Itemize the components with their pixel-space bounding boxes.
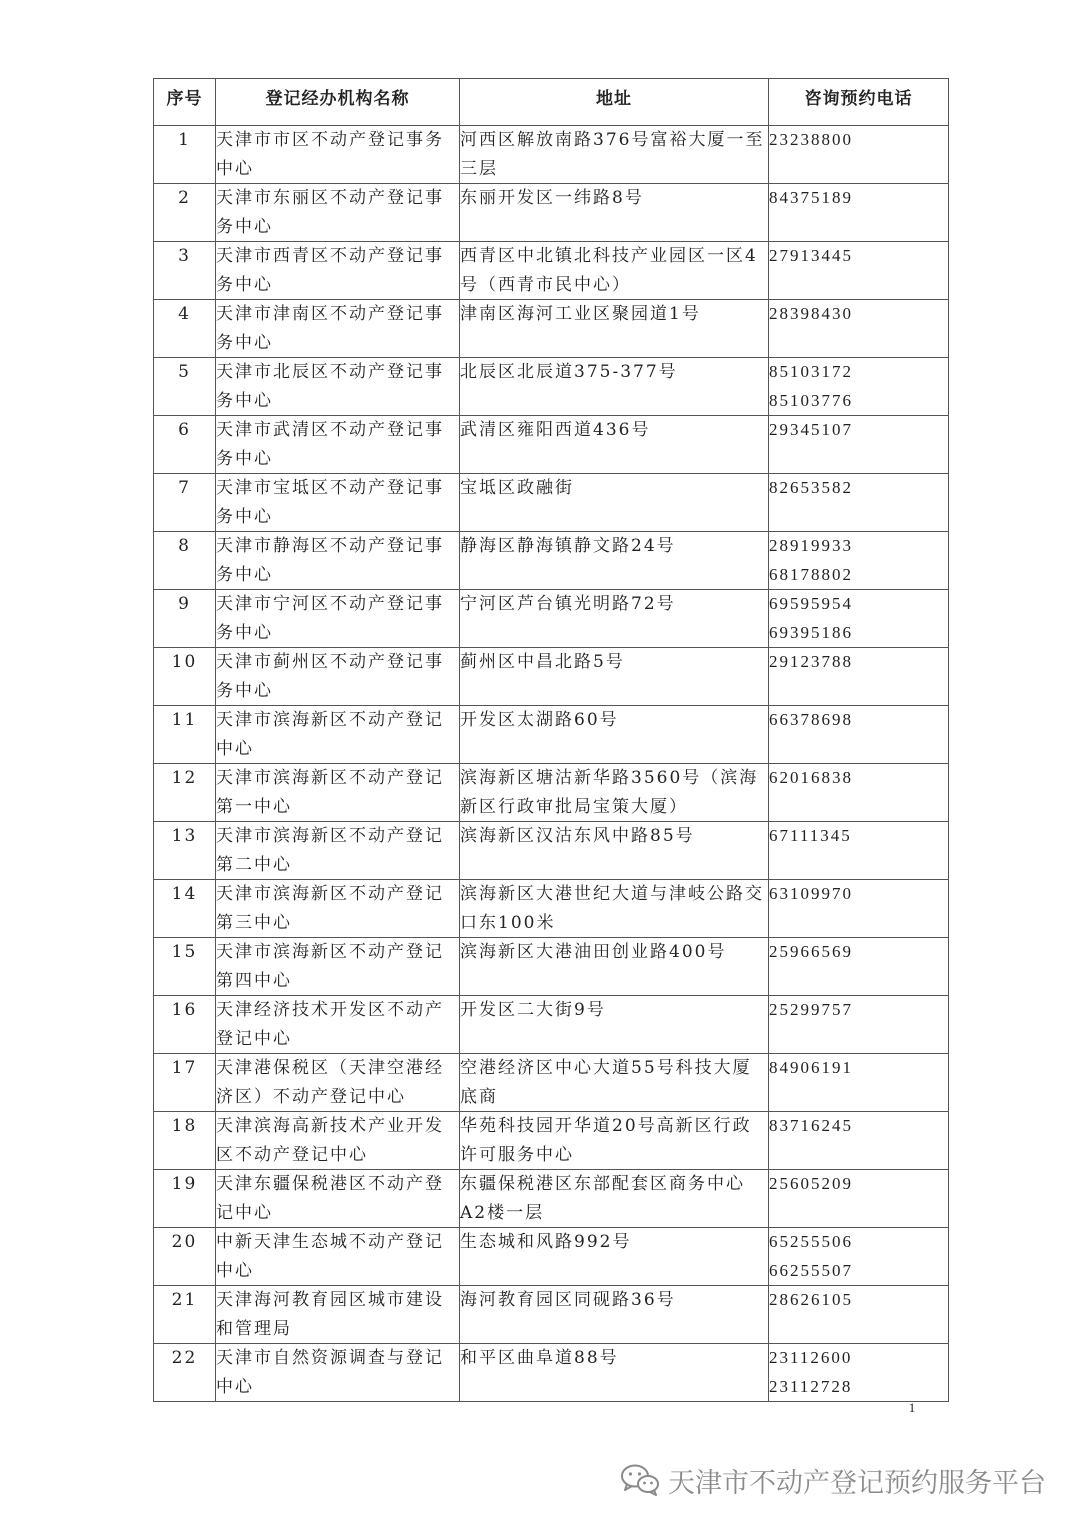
- serial-number-cell: 14: [154, 880, 216, 938]
- phone-number: 66378698: [769, 710, 853, 729]
- table-row: [154, 126, 949, 184]
- address-cell: 滨海新区塘沽新华路3560号（滨海新区行政审批局宝策大厦）: [460, 764, 769, 822]
- office-name-cell: 天津市西青区不动产登记事务中心: [216, 242, 460, 300]
- serial-number-cell: 7: [154, 474, 216, 532]
- office-name-cell: 天津市滨海新区不动产登记第二中心: [216, 822, 460, 880]
- address-cell: 东丽开发区一纬路8号: [460, 184, 769, 242]
- phone-number: 29123788: [769, 652, 853, 671]
- address-cell: 武清区雍阳西道436号: [460, 416, 769, 474]
- address-cell: 空港经济区中心大道55号科技大厦底商: [460, 1054, 769, 1112]
- serial-number-cell: 21: [154, 1286, 216, 1344]
- table-row: [154, 300, 949, 358]
- header-serial-number: 序号: [154, 79, 216, 126]
- address-cell: 华苑科技园开华道20号高新区行政许可服务中心: [460, 1112, 769, 1170]
- serial-number-cell: 8: [154, 532, 216, 590]
- office-name-cell: 天津滨海高新技术产业开发区不动产登记中心: [216, 1112, 460, 1170]
- address-cell: 滨海新区大港油田创业路400号: [460, 938, 769, 996]
- wechat-icon: [620, 1463, 660, 1497]
- phone-number: 66255507: [769, 1260, 853, 1280]
- address-cell: 宁河区芦台镇光明路72号: [460, 590, 769, 648]
- table-row: [154, 1286, 949, 1344]
- address-cell: 静海区静海镇静文路24号: [460, 532, 769, 590]
- phone-number: 85103776: [769, 390, 853, 410]
- table-row: [154, 1112, 949, 1170]
- page-number: 1: [908, 1400, 916, 1415]
- phone-cell: [769, 242, 949, 300]
- table-row: [154, 996, 949, 1054]
- phone-number: 83716245: [769, 1116, 853, 1135]
- serial-number-cell: 20: [154, 1228, 216, 1286]
- office-name-cell: 天津东疆保税港区不动产登记中心: [216, 1170, 460, 1228]
- address-cell: 西青区中北镇北科技产业园区一区4号（西青市民中心）: [460, 242, 769, 300]
- serial-number-cell: 4: [154, 300, 216, 358]
- phone-number: 85103172: [769, 362, 853, 381]
- phone-number: 28919933: [769, 536, 853, 555]
- phone-number: 25299757: [769, 1000, 853, 1019]
- table-row: [154, 1228, 949, 1286]
- phone-number: 27913445: [769, 246, 853, 265]
- address-cell: 和平区曲阜道88号: [460, 1344, 769, 1402]
- phone-cell: [769, 1228, 949, 1286]
- serial-number-cell: 6: [154, 416, 216, 474]
- serial-number-cell: 22: [154, 1344, 216, 1402]
- phone-cell: [769, 416, 949, 474]
- phone-cell: [769, 532, 949, 590]
- phone-cell: [769, 706, 949, 764]
- watermark-text: 天津市不动产登记预约服务平台: [668, 1467, 1046, 1499]
- phone-cell: [769, 648, 949, 706]
- table-row: [154, 1170, 949, 1228]
- office-name-cell: 天津市北辰区不动产登记事务中心: [216, 358, 460, 416]
- table-row: [154, 358, 949, 416]
- office-name-cell: 天津市滨海新区不动产登记第一中心: [216, 764, 460, 822]
- phone-number: 29345107: [769, 420, 853, 439]
- serial-number-cell: 13: [154, 822, 216, 880]
- address-cell: 北辰区北辰道375-377号: [460, 358, 769, 416]
- phone-cell: [769, 938, 949, 996]
- office-name-cell: 天津市自然资源调查与登记中心: [216, 1344, 460, 1402]
- phone-number: 28398430: [769, 304, 853, 323]
- serial-number-cell: 18: [154, 1112, 216, 1170]
- office-name-cell: 中新天津生态城不动产登记中心: [216, 1228, 460, 1286]
- phone-cell: [769, 358, 949, 416]
- phone-number: 65255506: [769, 1232, 853, 1251]
- table-row: [154, 532, 949, 590]
- address-cell: 海河教育园区同砚路36号: [460, 1286, 769, 1344]
- office-name-cell: 天津市蓟州区不动产登记事务中心: [216, 648, 460, 706]
- office-name-cell: 天津市东丽区不动产登记事务中心: [216, 184, 460, 242]
- phone-cell: [769, 764, 949, 822]
- address-cell: 河西区解放南路376号富裕大厦一至三层: [460, 126, 769, 184]
- phone-cell: [769, 300, 949, 358]
- table-row: [154, 764, 949, 822]
- table-row: [154, 880, 949, 938]
- address-cell: 宝坻区政融街: [460, 474, 769, 532]
- table-row: [154, 184, 949, 242]
- table-row: [154, 474, 949, 532]
- table-row: [154, 938, 949, 996]
- table-row: [154, 1344, 949, 1402]
- phone-number: 28626105: [769, 1290, 853, 1309]
- office-name-cell: 天津经济技术开发区不动产登记中心: [216, 996, 460, 1054]
- registry-offices-table: [153, 78, 949, 1402]
- phone-number: 23112600: [769, 1348, 853, 1367]
- table-row: [154, 242, 949, 300]
- phone-number: 84375189: [769, 188, 853, 207]
- header-address: 地址: [460, 79, 769, 126]
- serial-number-cell: 17: [154, 1054, 216, 1112]
- office-name-cell: 天津海河教育园区城市建设和管理局: [216, 1286, 460, 1344]
- phone-number: 82653582: [769, 478, 853, 497]
- table-row: [154, 416, 949, 474]
- office-name-cell: 天津市津南区不动产登记事务中心: [216, 300, 460, 358]
- office-name-cell: 天津市滨海新区不动产登记第三中心: [216, 880, 460, 938]
- office-name-cell: 天津港保税区（天津空港经济区）不动产登记中心: [216, 1054, 460, 1112]
- table-row: [154, 822, 949, 880]
- office-name-cell: 天津市宁河区不动产登记事务中心: [216, 590, 460, 648]
- office-name-cell: 天津市滨海新区不动产登记第四中心: [216, 938, 460, 996]
- address-cell: 东疆保税港区东部配套区商务中心A2楼一层: [460, 1170, 769, 1228]
- serial-number-cell: 3: [154, 242, 216, 300]
- header-office-name: 登记经办机构名称: [216, 79, 460, 126]
- table-row: [154, 648, 949, 706]
- phone-number: 62016838: [769, 768, 853, 787]
- phone-cell: [769, 880, 949, 938]
- phone-cell: [769, 590, 949, 648]
- office-name-cell: 天津市静海区不动产登记事务中心: [216, 532, 460, 590]
- table-row: [154, 706, 949, 764]
- office-name-cell: 天津市滨海新区不动产登记中心: [216, 706, 460, 764]
- office-name-cell: 天津市市区不动产登记事务中心: [216, 126, 460, 184]
- table-header-row: [154, 79, 949, 126]
- phone-cell: [769, 126, 949, 184]
- phone-cell: [769, 1286, 949, 1344]
- phone-number: 25966569: [769, 942, 853, 961]
- phone-number: 25605209: [769, 1174, 853, 1193]
- serial-number-cell: 1: [154, 126, 216, 184]
- phone-cell: [769, 1054, 949, 1112]
- phone-number: 84906191: [769, 1058, 853, 1077]
- serial-number-cell: 11: [154, 706, 216, 764]
- address-cell: 蓟州区中昌北路5号: [460, 648, 769, 706]
- phone-number: 23238800: [769, 130, 853, 149]
- phone-cell: [769, 1112, 949, 1170]
- table-body: [154, 126, 949, 1402]
- serial-number-cell: 2: [154, 184, 216, 242]
- phone-cell: [769, 996, 949, 1054]
- address-cell: 津南区海河工业区聚园道1号: [460, 300, 769, 358]
- phone-number: 67111345: [769, 826, 852, 845]
- address-cell: 开发区太湖路60号: [460, 706, 769, 764]
- address-cell: 开发区二大街9号: [460, 996, 769, 1054]
- address-cell: 生态城和风路992号: [460, 1228, 769, 1286]
- office-name-cell: 天津市宝坻区不动产登记事务中心: [216, 474, 460, 532]
- phone-number: 23112728: [769, 1376, 853, 1396]
- phone-number: 69595954: [769, 594, 853, 613]
- phone-number: 68178802: [769, 564, 853, 584]
- phone-cell: [769, 184, 949, 242]
- phone-cell: [769, 1170, 949, 1228]
- watermark: [620, 1460, 1046, 1500]
- address-cell: 滨海新区汉沽东风中路85号: [460, 822, 769, 880]
- serial-number-cell: 5: [154, 358, 216, 416]
- phone-number: 63109970: [769, 884, 853, 903]
- serial-number-cell: 19: [154, 1170, 216, 1228]
- header-phone: 咨询预约电话: [769, 79, 949, 126]
- serial-number-cell: 9: [154, 590, 216, 648]
- serial-number-cell: 12: [154, 764, 216, 822]
- phone-cell: [769, 474, 949, 532]
- office-name-cell: 天津市武清区不动产登记事务中心: [216, 416, 460, 474]
- serial-number-cell: 10: [154, 648, 216, 706]
- phone-cell: [769, 1344, 949, 1402]
- phone-cell: [769, 822, 949, 880]
- address-cell: 滨海新区大港世纪大道与津岐公路交口东100米: [460, 880, 769, 938]
- table-row: [154, 1054, 949, 1112]
- table-row: [154, 590, 949, 648]
- phone-number: 69395186: [769, 622, 853, 642]
- serial-number-cell: 15: [154, 938, 216, 996]
- serial-number-cell: 16: [154, 996, 216, 1054]
